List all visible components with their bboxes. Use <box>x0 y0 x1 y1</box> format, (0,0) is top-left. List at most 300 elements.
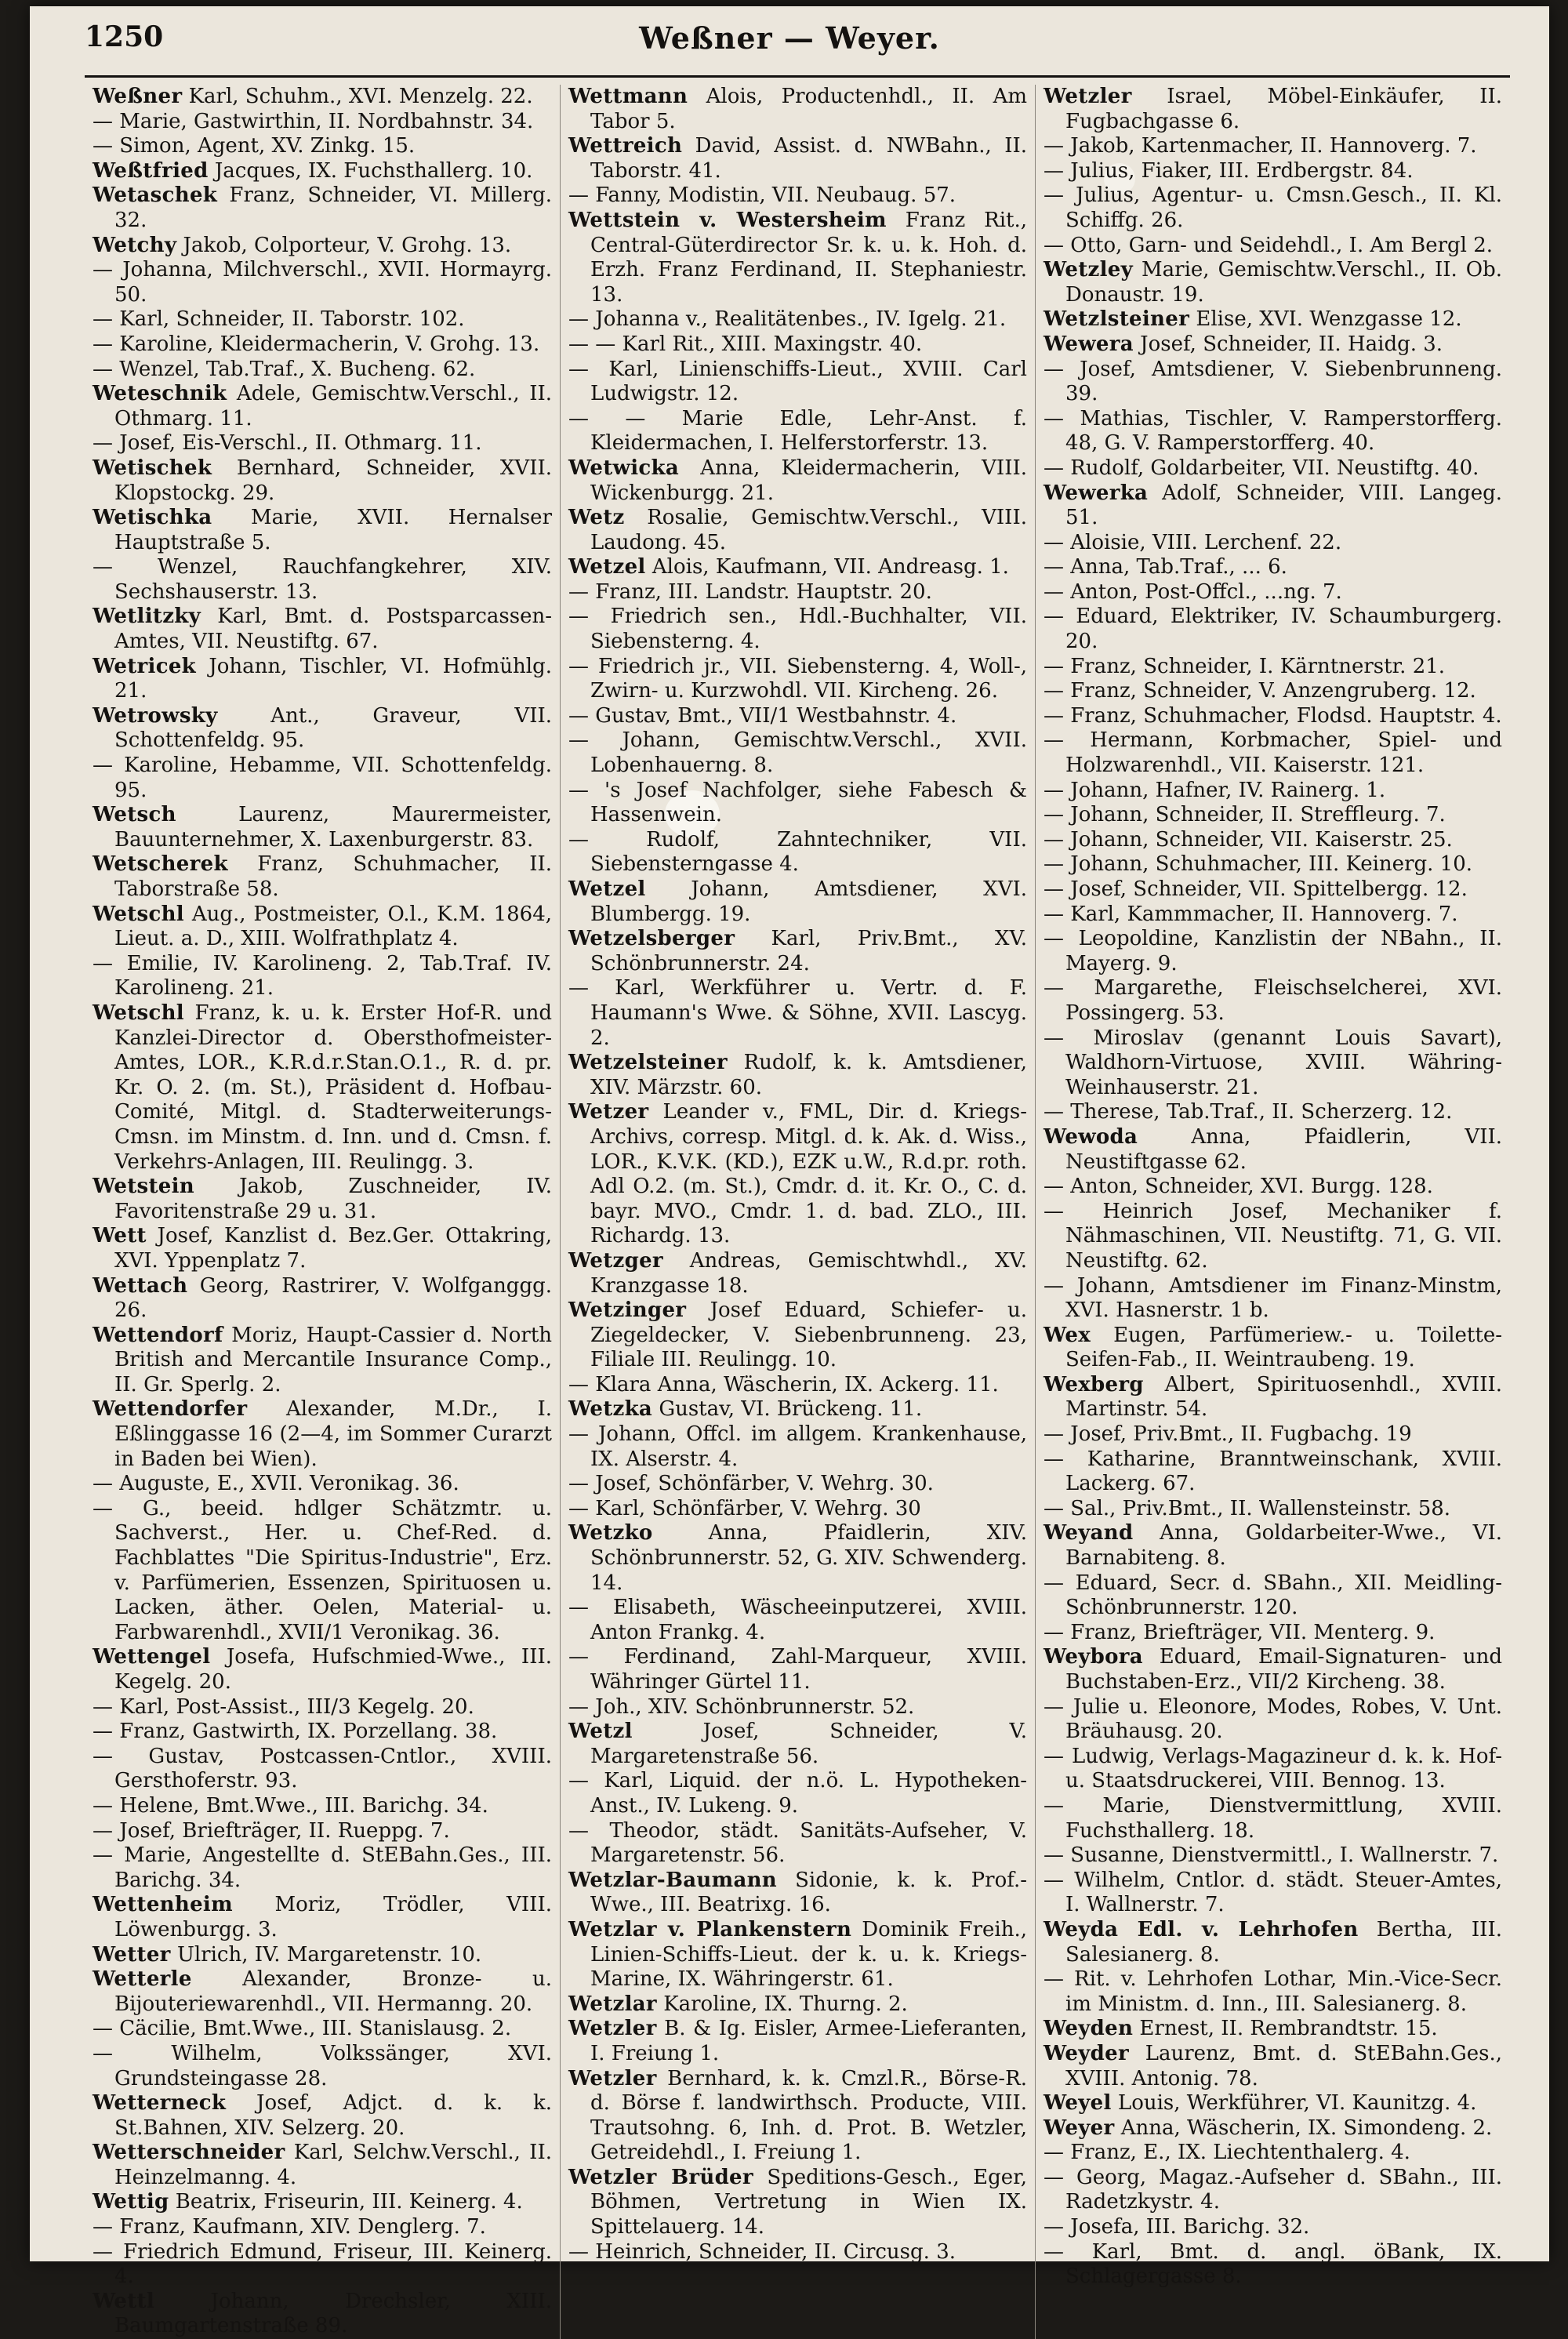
entry-details: — 's Josef Nachfolger, siehe Fabesch & Hassenwein. <box>568 778 1027 827</box>
directory-entry <box>568 1472 1027 1497</box>
directory-entry <box>93 456 552 506</box>
entry-surname: Wetzlsteiner <box>1044 307 1190 332</box>
entry-details: — Johann, Amtsdiener im Finanz-Minstm, XVI. Hasnerstr. 1 b. <box>1044 1273 1502 1323</box>
directory-entry <box>93 1745 552 1794</box>
directory-entry <box>1044 234 1502 259</box>
directory-entry <box>568 1521 1027 1596</box>
directory-entry <box>568 358 1027 407</box>
entry-surname: Wex <box>1044 1323 1091 1347</box>
column-3 <box>1035 85 1510 2339</box>
entry-details: — Karl, Schönfärber, V. Wehrg. 30 <box>568 1496 921 1520</box>
entry-surname: Wetlitzky <box>93 605 201 629</box>
entry-details: B. & Ig. Eisler, Armee-Lieferanten, I. Freiung 1. <box>590 2017 1028 2065</box>
directory-entry <box>568 332 1027 358</box>
directory-entry <box>568 927 1027 976</box>
directory-entry <box>1044 2141 1502 2166</box>
directory-entry <box>93 2240 552 2290</box>
directory-entry <box>568 1596 1027 1645</box>
entry-details: Karl, Priv.Bmt., XV. Schönbrunnerstr. 24. <box>590 927 1027 975</box>
directory-entry <box>1044 903 1502 928</box>
directory-entry <box>93 1497 552 1646</box>
entry-details: Marie, Gemischtw.Verschl., II. Ob. Donaustr. 19. <box>1065 258 1502 307</box>
directory-entry <box>1044 531 1502 556</box>
directory-entry <box>568 1373 1027 1398</box>
entry-details: Dominik Freih., Linien-Schiffs-Lieut. der k. u. k. Kriegs-Marine, IX. Währingerstr. 61. <box>590 1917 1027 1992</box>
entry-details: — Julie u. Eleonore, Modes, Robes, V. Unt. Bräuhausg. 20. <box>1044 1694 1502 1744</box>
entry-details: — Karl, Liquid. der n.ö. L. Hypotheken-Anst., IV. Lukeng. 9. <box>568 1769 1027 1818</box>
entry-details: Ernest, II. Rembrandtstr. 15. <box>1139 2017 1438 2041</box>
directory-entry <box>1044 1695 1502 1745</box>
entry-details: — Marie, Gastwirthin, II. Nordbahnstr. 34. <box>93 109 534 133</box>
entry-surname: Wewerka <box>1044 481 1149 505</box>
entry-surname: Wewera <box>1044 332 1134 356</box>
directory-entry <box>568 2017 1027 2066</box>
entry-details: Moriz, Trödler, VIII. Löwenburgg. 3. <box>114 1893 552 1941</box>
entry-details: — Gustav, Bmt., VII/1 Westbahnstr. 4. <box>568 703 957 728</box>
directory-entry <box>1044 1200 1502 1274</box>
entry-surname: Wetzlar v. Plankenstern <box>568 1917 852 1941</box>
directory-entry <box>568 1769 1027 1818</box>
directory-entry <box>93 2091 552 2141</box>
entry-details: — Franz, Kaufmann, XIV. Denglerg. 7. <box>93 2215 486 2239</box>
entry-details: Speditions-Gesch., Eger, Böhmen, Vertretung in Wien IX. Spittelauerg. 14. <box>590 2165 1027 2239</box>
entry-details: — Rudolf, Zahntechniker, VII. Siebensterngasse 4. <box>568 827 1027 877</box>
directory-entry <box>93 85 552 110</box>
entry-details: — Klara Anna, Wäscherin, IX. Ackerg. 11. <box>568 1372 999 1396</box>
directory-entry <box>568 2067 1027 2166</box>
directory-entry <box>1044 307 1502 332</box>
entry-details: Johann, Drechsler, XIII. Baumgartenstraße 89. <box>114 2289 552 2338</box>
directory-columns <box>85 85 1510 2338</box>
directory-entry <box>1044 2042 1502 2091</box>
entry-details: — Sal., Priv.Bmt., II. Wallensteinstr. 58. <box>1044 1496 1451 1520</box>
entry-details: — Franz, Gastwirth, IX. Porzellang. 38. <box>93 1720 498 1744</box>
entry-details: Josef Eduard, Schiefer- u. Ziegeldecker, V. Siebenbrunneng. 23, Filiale III. Reulingg. 10. <box>590 1298 1028 1372</box>
directory-entry <box>1044 1026 1502 1101</box>
directory-entry <box>1044 1967 1502 2017</box>
entry-details: Albert, Spirituosenhdl., XVIII. Martinstr. 54. <box>1065 1372 1502 1422</box>
directory-entry <box>1044 580 1502 605</box>
directory-entry <box>1044 358 1502 407</box>
directory-entry <box>1044 1324 1502 1373</box>
entry-surname: Wettendorf <box>93 1323 223 1347</box>
entry-details: — Karl, Kammmacher, II. Hannoverg. 7. <box>1044 902 1458 926</box>
directory-entry <box>568 456 1027 506</box>
directory-entry <box>568 605 1027 654</box>
entry-details: — Johann, Schneider, II. Streffleurg. 7. <box>1044 803 1446 827</box>
entry-surname: Wetz <box>568 506 625 530</box>
entry-surname: Wetchy <box>93 233 177 257</box>
directory-entry <box>93 307 552 332</box>
entry-details: Moriz, Haupt-Cassier d. North British and Mercantile Insurance Comp., II. Gr. Sperlg. 2. <box>114 1323 553 1396</box>
entry-details: — Wenzel, Rauchfangkehrer, XIV. Sechshauserstr. 13. <box>93 555 552 604</box>
directory-entry <box>568 1645 1027 1694</box>
directory-entry <box>1044 803 1502 828</box>
entry-details: Bernhard, k. k. Cmzl.R., Börse-R. d. Börse f. landwirthsch. Producte, VIII. Trautsohng. 6, Inh. d. Prot. B. Wetzler, Getreidehdl., I. Freiung 1. <box>590 2066 1028 2165</box>
directory-entry <box>1044 1447 1502 1497</box>
directory-entry <box>93 110 552 135</box>
directory-entry <box>93 159 552 184</box>
entry-surname: Wettengel <box>93 1645 211 1669</box>
header-rule <box>85 75 1510 78</box>
directory-entry <box>93 1893 552 1942</box>
entry-details: Laurenz, Bmt. d. StEBahn.Ges., XVIII. Antonig. 78. <box>1065 2041 1502 2090</box>
entry-details: Josefa, Hufschmied-Wwe., III. Kegelg. 20. <box>114 1645 553 1694</box>
entry-details: Johann, Amtsdiener, XVI. Blumbergg. 19. <box>590 877 1028 926</box>
entry-surname: Wetzka <box>568 1397 653 1422</box>
directory-entry <box>93 2042 552 2091</box>
column-2 <box>560 85 1035 2339</box>
entry-details: Alexander, Bronze- u. Bijouteriewarenhdl., VII. Hermanng. 20. <box>114 1967 552 2016</box>
directory-entry <box>568 1720 1027 1769</box>
entry-surname: Weyden <box>1044 2017 1134 2041</box>
entry-details: — Johann, Offcl. im allgem. Krankenhause, IX. Alserstr. 4. <box>568 1422 1027 1471</box>
directory-entry <box>1044 605 1502 654</box>
directory-entry <box>568 1497 1027 1522</box>
directory-entry <box>93 183 552 233</box>
entry-details: — Friedrich jr., VII. Siebensterng. 4, Woll-, Zwirn- u. Kurzwohdl. VII. Kircheng. 26. <box>568 654 1027 703</box>
directory-entry <box>1044 2017 1502 2042</box>
entry-surname: Wettreich <box>568 134 683 158</box>
directory-entry <box>568 209 1027 307</box>
entry-details: Franz Rit., Central-Güterdirector Sr. k. u. k. Hoh. d. Erzh. Franz Ferdinand, II. Stephaniestr. 13. <box>590 208 1027 307</box>
directory-entry <box>568 1100 1027 1249</box>
entry-details: Alois, Kaufmann, VII. Andreasg. 1. <box>652 555 1009 579</box>
entry-surname: Wetzler Brüder <box>568 2165 753 2189</box>
entry-details: — Leopoldine, Kanzlistin der NBahn., II. Mayerg. 9. <box>1044 927 1502 975</box>
entry-details: — Johanna, Milchverschl., XVII. Hormayrg. 50. <box>93 258 552 307</box>
directory-entry <box>93 754 552 803</box>
directory-entry <box>1044 258 1502 307</box>
directory-entry <box>1044 1745 1502 1794</box>
directory-entry <box>1044 1175 1502 1200</box>
directory-entry <box>568 704 1027 729</box>
directory-entry <box>1044 976 1502 1026</box>
entry-surname: Wettenheim <box>93 1893 233 1917</box>
directory-entry <box>93 332 552 358</box>
entry-details: Elise, XVI. Wenzgasse 12. <box>1196 307 1462 332</box>
entry-surname: Wetzley <box>1044 258 1134 282</box>
directory-entry <box>1044 728 1502 778</box>
entry-surname: Wetzl <box>568 1720 633 1744</box>
entry-surname: Wewoda <box>1044 1124 1138 1149</box>
entry-surname: Weyer <box>1044 2116 1115 2140</box>
entry-details: Beatrix, Friseurin, III. Keinerg. 4. <box>175 2190 523 2214</box>
entry-details: — Fanny, Modistin, VII. Neubaug. 57. <box>568 183 956 208</box>
entry-details: — Julius, Agentur- u. Cmsn.Gesch., II. Kl. Schiffg. 26. <box>1044 183 1502 232</box>
entry-details: Josef, Adjct. d. k. k. St.Bahnen, XIV. Selzerg. 20. <box>114 2091 553 2140</box>
entry-details: — Friedrich sen., Hdl.-Buchhalter, VII. Siebensterng. 4. <box>568 605 1027 654</box>
entry-surname: Wetrowsky <box>93 703 218 728</box>
directory-entry <box>93 431 552 456</box>
directory-entry <box>1044 877 1502 903</box>
entry-surname: Wetterle <box>93 1967 192 1992</box>
entry-details: — Susanne, Dienstvermittl., I. Wallnerstr. 7. <box>1044 1843 1499 1868</box>
entry-surname: Wetzel <box>568 877 646 901</box>
directory-entry <box>93 234 552 259</box>
directory-entry <box>568 85 1027 134</box>
directory-entry <box>93 134 552 159</box>
entry-details: Jacques, IX. Fuchsthallerg. 10. <box>214 158 533 183</box>
entry-details: — Heinrich, Schneider, II. Circusg. 3. <box>568 2239 956 2264</box>
entry-details: — Johann, Gemischtw.Verschl., XVII. Lobenhauerng. 8. <box>568 728 1027 778</box>
directory-page <box>30 6 1549 2338</box>
entry-details: — Karl, Linienschiffs-Lieut., XVIII. Carl Ludwigstr. 12. <box>568 357 1027 406</box>
directory-entry <box>93 555 552 605</box>
directory-entry <box>93 655 552 704</box>
entry-surname: Weyder <box>1044 2041 1129 2065</box>
directory-entry <box>1044 679 1502 704</box>
entry-details: — Wenzel, Tab.Traf., X. Bucheng. 62. <box>93 357 476 381</box>
directory-entry <box>568 655 1027 704</box>
entry-details: Israel, Möbel-Einkäufer, II. Fugbachgasse 6. <box>1065 85 1503 133</box>
directory-entry <box>1044 1869 1502 1918</box>
entry-details: Eugen, Parfümeriew.- u. Toilette-Seifen-Fab., II. Weintraubeng. 19. <box>1065 1323 1502 1372</box>
directory-entry <box>568 877 1027 927</box>
directory-entry <box>1044 1497 1502 1522</box>
entry-details: Karoline, IX. Thurng. 2. <box>663 1992 908 2016</box>
entry-details: — — Karl Rit., XIII. Maxingstr. 40. <box>568 332 923 356</box>
entry-surname: Wetstein <box>93 1175 195 1199</box>
entry-surname: Wetzel <box>568 555 646 579</box>
directory-entry <box>93 506 552 555</box>
directory-entry <box>568 1819 1027 1869</box>
entry-details: Anna, Wäscherin, IX. Simondeng. 2. <box>1120 2116 1493 2140</box>
directory-entry <box>93 2141 552 2190</box>
entry-details: — Emilie, IV. Karolineng. 2, Tab.Traf. IV. Karolineng. 21. <box>93 951 552 1001</box>
directory-entry <box>1044 1521 1502 1571</box>
directory-entry <box>1044 704 1502 729</box>
entry-details: Leander v., FML, Dir. d. Kriegs-Archivs, corresp. Mitgl. d. k. Ak. d. Wiss., LOR., K.V.K. (KD.), EZK u.W., R.d.pr. roth. Adl O.2. (m. St.), Cmdr. d. it. Kr. O., C. d. bayr. MVO., Cmdr. 1. d. bad. ZLO., III. Richardg. 13. <box>590 1100 1027 1248</box>
entry-details: Karl, Schuhm., XVI. Menzelg. 22. <box>188 85 533 108</box>
entry-details: Anna, Goldarbeiter-Wwe., VI. Barnabiteng. 8. <box>1065 1521 1502 1571</box>
entry-details: — Heinrich Josef, Mechaniker f. Nähmaschinen, VII. Neustiftg. 71, G. VII. Neustiftg. 62. <box>1044 1199 1502 1273</box>
entry-details: — Karl, Bmt. d. angl. öBank, IX. Schlagergasse 8. <box>1044 2239 1502 2289</box>
entry-surname: Wetzler <box>568 2066 657 2090</box>
directory-entry <box>1044 1100 1502 1125</box>
directory-entry <box>1044 2116 1502 2141</box>
entry-details: — Karoline, Kleidermacherin, V. Grohg. 13. <box>93 332 540 356</box>
entry-details: Bertha, III. Salesianerg. 8. <box>1065 1917 1502 1967</box>
directory-entry <box>568 976 1027 1051</box>
directory-entry <box>568 183 1027 209</box>
directory-entry <box>1044 159 1502 184</box>
entry-details: — Franz, Schneider, I. Kärntnerstr. 21. <box>1044 654 1446 678</box>
directory-entry <box>1044 779 1502 804</box>
entry-surname: Wettach <box>93 1273 188 1298</box>
entry-surname: Wetsch <box>93 803 176 827</box>
directory-entry <box>93 1001 552 1175</box>
entry-details: — Karl, Post-Assist., III/3 Kegelg. 20. <box>93 1694 474 1719</box>
entry-details: — Auguste, E., XVII. Veronikag. 36. <box>93 1472 459 1496</box>
directory-entry <box>93 1324 552 1398</box>
directory-entry <box>93 952 552 1001</box>
entry-details: — Johann, Hafner, IV. Rainerg. 1. <box>1044 778 1386 802</box>
entry-details: Jakob, Zuschneider, IV. Favoritenstraße 29 u. 31. <box>114 1175 553 1223</box>
entry-details: — Simon, Agent, XV. Zinkg. 15. <box>93 134 416 158</box>
entry-details: Ulrich, IV. Margaretenstr. 10. <box>176 1942 482 1967</box>
directory-entry <box>568 779 1027 828</box>
directory-entry <box>1044 1274 1502 1324</box>
directory-entry <box>93 1472 552 1497</box>
entry-details: — Georg, Magaz.-Aufseher d. SBahn., III. Radetzkystr. 4. <box>1044 2165 1502 2214</box>
entry-surname: Weßtfried <box>93 158 209 183</box>
entry-surname: Wetzelsberger <box>568 927 735 951</box>
entry-details: — Anton, Schneider, XVI. Burgg. 128. <box>1044 1175 1433 1199</box>
entry-details: — Miroslav (genannt Louis Savart), Waldhorn-Virtuose, XVIII. Währing-Weinhauserstr. 21. <box>1044 1026 1502 1099</box>
entry-surname: Wettendorfer <box>93 1397 248 1422</box>
directory-entry <box>1044 2215 1502 2240</box>
directory-entry <box>1044 1571 1502 1621</box>
entry-details: — Franz, E., IX. Liechtenthalerg. 4. <box>1044 2141 1410 2165</box>
entry-details: Ant., Graveur, VII. Schottenfeldg. 95. <box>114 703 553 753</box>
directory-entry <box>1044 927 1502 976</box>
directory-entry <box>93 1794 552 1819</box>
entry-surname: Wetwicka <box>568 456 679 480</box>
directory-entry <box>1044 1125 1502 1175</box>
entry-details: Josef, Schneider, V. Margaretenstraße 56. <box>590 1720 1027 1768</box>
directory-entry <box>568 506 1027 555</box>
directory-entry <box>93 1843 552 1893</box>
directory-entry <box>568 1869 1027 1918</box>
directory-entry <box>568 580 1027 605</box>
entry-surname: Weybora <box>1044 1645 1143 1669</box>
directory-entry <box>568 1051 1027 1100</box>
entry-surname: Wetterneck <box>93 2091 227 2116</box>
entry-details: Josef, Schneider, II. Haidg. 3. <box>1140 332 1443 356</box>
entry-surname: Wetaschek <box>93 183 218 208</box>
directory-entry <box>1044 555 1502 580</box>
directory-entry <box>93 1397 552 1472</box>
entry-details: — Johanna v., Realitätenbes., IV. Igelg. 21. <box>568 307 1007 332</box>
directory-entry <box>568 407 1027 456</box>
directory-entry <box>93 1224 552 1273</box>
entry-details: — Johann, Schuhmacher, III. Keinerg. 10. <box>1044 852 1473 877</box>
directory-entry <box>1044 828 1502 853</box>
entry-details: — Josef, Schneider, VII. Spittelbergg. 12. <box>1044 877 1468 901</box>
entry-details: — Hermann, Korbmacher, Spiel- und Holzwarenhdl., VII. Kaiserstr. 121. <box>1044 728 1502 778</box>
entry-details: Andreas, Gemischtwhdl., XV. Kranzgasse 18. <box>590 1248 1028 1298</box>
entry-surname: Wettmann <box>568 85 688 108</box>
entry-details: — Wilhelm, Cntlor. d. städt. Steuer-Amtes, I. Wallnerstr. 7. <box>1044 1868 1502 1917</box>
entry-details: — Mathias, Tischler, V. Ramperstorfferg. 48, G. V. Ramperstorfferg. 40. <box>1044 406 1502 456</box>
entry-surname: Wetter <box>93 1942 171 1967</box>
entry-details: Eduard, Email-Signaturen- und Buchstaben-Erz., VII/2 Kircheng. 38. <box>1065 1645 1503 1694</box>
entry-details: — Otto, Garn- und Seidehdl., I. Am Bergl 2. <box>1044 233 1494 257</box>
directory-entry <box>568 1249 1027 1298</box>
directory-entry <box>1044 85 1502 134</box>
entry-details: — Karl, Schneider, II. Taborstr. 102. <box>93 307 465 332</box>
directory-entry <box>568 307 1027 332</box>
entry-surname: Wettig <box>93 2190 169 2214</box>
entry-details: — Karoline, Hebamme, VII. Schottenfeldg. 95. <box>93 754 552 802</box>
entry-details: Alois, Productenhdl., II. Am Tabor 5. <box>590 85 1027 133</box>
directory-entry <box>93 903 552 952</box>
entry-details: Aug., Postmeister, O.l., K.M. 1864, Lieut. a. D., XIII. Wolfrathplatz 4. <box>114 902 553 951</box>
directory-entry <box>1044 456 1502 481</box>
entry-surname: Wetzelsteiner <box>568 1051 728 1075</box>
entry-details: Rudolf, k. k. Amtsdiener, XIV. Märzstr. 60. <box>590 1051 1028 1099</box>
directory-entry <box>568 1397 1027 1422</box>
entry-details: — Josefa, III. Barichg. 32. <box>1044 2215 1310 2239</box>
entry-details: Jakob, Colporteur, V. Grohg. 13. <box>183 233 512 257</box>
directory-entry <box>93 1819 552 1844</box>
directory-entry <box>1044 1645 1502 1694</box>
directory-entry <box>568 134 1027 183</box>
entry-details: Alexander, M.Dr., I. Eßlinggasse 16 (2—4, im Sommer Curarzt in Baden bei Wien). <box>114 1397 553 1471</box>
entry-details: — Franz, III. Landstr. Hauptstr. 20. <box>568 579 932 604</box>
entry-details: — Josef, Eis-Verschl., II. Othmarg. 11. <box>93 431 482 456</box>
directory-entry <box>93 1720 552 1745</box>
entry-surname: Weßner <box>93 85 183 108</box>
entry-details: Sidonie, k. k. Prof.-Wwe., III. Beatrixg. 16. <box>590 1868 1027 1917</box>
entry-details: — Helene, Bmt.Wwe., III. Barichg. 34. <box>93 1793 488 1818</box>
entry-surname: Wetschl <box>93 1001 184 1025</box>
directory-entry <box>1044 852 1502 877</box>
entry-surname: Wettstein v. Westersheim <box>568 208 887 232</box>
entry-details: — Eduard, Secr. d. SBahn., XII. Meidling-Schönbrunnerstr. 120. <box>1044 1571 1502 1620</box>
directory-entry <box>1044 1918 1502 1967</box>
entry-details: — — Marie Edle, Lehr-Anst. f. Kleidermachen, I. Helferstorferstr. 13. <box>568 406 1027 456</box>
entry-surname: Wetzinger <box>568 1298 687 1323</box>
entry-details: — Gustav, Postcassen-Cntlor., XVIII. Gersthoferstr. 93. <box>93 1744 552 1793</box>
directory-entry <box>1044 134 1502 159</box>
directory-entry <box>93 1175 552 1224</box>
directory-entry <box>568 1695 1027 1720</box>
column-1 <box>85 85 560 2339</box>
entry-details: — Franz, Schuhmacher, Flodsd. Hauptstr. 4. <box>1044 703 1502 728</box>
entry-details: — Josef, Briefträger, II. Rueppg. 7. <box>93 1818 450 1843</box>
directory-entry <box>568 728 1027 778</box>
entry-details: — Aloisie, VIII. Lerchenf. 22. <box>1044 530 1342 554</box>
entry-details: — Johann, Schneider, VII. Kaiserstr. 25. <box>1044 827 1453 852</box>
entry-details: — Katharine, Branntweinschank, XVIII. Lackerg. 67. <box>1044 1447 1502 1496</box>
entry-surname: Wetricek <box>93 654 196 678</box>
entry-surname: Wetischka <box>93 506 212 530</box>
entry-details: Gustav, VI. Brückeng. 11. <box>659 1397 923 1422</box>
entry-details: — Julius, Fiaker, III. Erdbergstr. 84. <box>1044 158 1414 183</box>
entry-details: — Marie, Dienstvermittlung, XVIII. Fuchsthallerg. 18. <box>1044 1793 1502 1843</box>
directory-entry <box>93 605 552 654</box>
entry-details: — Margarethe, Fleischselcherei, XVI. Possingerg. 53. <box>1044 976 1502 1025</box>
entry-surname: Wetterschneider <box>93 2141 285 2165</box>
directory-entry <box>1044 655 1502 680</box>
directory-entry <box>93 2190 552 2215</box>
page-number: 1250 <box>85 20 164 53</box>
entry-surname: Wetschl <box>93 902 184 926</box>
directory-entry <box>1044 1373 1502 1422</box>
directory-entry <box>568 1992 1027 2018</box>
entry-surname: Wetscherek <box>93 852 228 877</box>
entry-details: — Eduard, Elektriker, IV. Schaumburgerg. 20. <box>1044 605 1502 654</box>
entry-details: — Wilhelm, Volkssänger, XVI. Grundsteingasse 28. <box>93 2041 552 2090</box>
entry-details: Franz, Schneider, VI. Millerg. 32. <box>114 183 552 232</box>
entry-details: Anna, Pfaidlerin, XIV. Schönbrunnerstr. 52, G. XIV. Schwenderg. 14. <box>590 1521 1027 1595</box>
entry-details: Karl, Selchw.Verschl., II. Heinzelmanng. 4. <box>114 2141 552 2189</box>
entry-details: Johann, Tischler, VI. Hofmühlg. 21. <box>114 654 552 703</box>
entry-details: Bernhard, Schneider, XVII. Klopstockg. 29. <box>114 456 553 505</box>
directory-entry <box>93 2290 552 2339</box>
entry-details: — G., beeid. hdlger Schätzmtr. u. Sachverst., Her. u. Chef-Red. d. Fachblattes "Die Spiritus-Industrie", Erz. v. Parfümerien, Essenzen, Spirituosen u. Lacken, äther. Oelen, Material- u. Farbwarenhdl., XVII/1 Veronikag. 36. <box>93 1496 552 1644</box>
directory-entry <box>93 2215 552 2240</box>
entry-details: Laurenz, Maurermeister, Bauunternehmer, X. Laxenburgerstr. 83. <box>114 803 552 852</box>
entry-details: Franz, k. u. k. Erster Hof-R. und Kanzlei-Director d. Obersthofmeister-Amtes, LOR., K.R.d.r.Stan.O.1., R. d. pr. Kr. O. 2. (m. St.), Präsident d. Hofbau-Comité, Mitgl. d. Stadterweiterungs-Cmsn. im Minstm. d. Inn. und d. Cmsn. f. Verkehrs-Anlagen, III. Reulingg. 3. <box>114 1001 552 1174</box>
entry-details: Louis, Werkführer, VI. Kaunitzg. 4. <box>1117 2091 1477 2116</box>
directory-entry <box>93 1645 552 1694</box>
directory-entry <box>1044 183 1502 233</box>
directory-entry <box>93 1274 552 1324</box>
entry-details: — Ferdinand, Zahl-Marqueur, XVIII. Währinger Gürtel 11. <box>568 1645 1027 1694</box>
